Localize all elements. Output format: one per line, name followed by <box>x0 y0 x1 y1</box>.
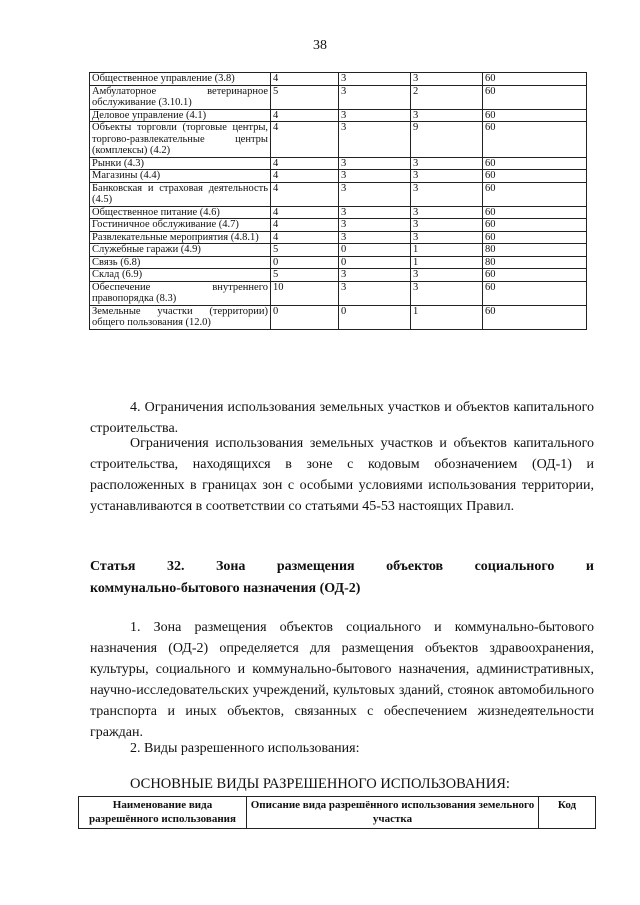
article-word: размещения <box>276 559 355 574</box>
value-cell: 3 <box>339 122 411 158</box>
value-cell: 3 <box>339 281 411 305</box>
value-cell: 4 <box>271 206 339 219</box>
value-cell: 60 <box>483 170 587 183</box>
value-cell: 4 <box>271 170 339 183</box>
table-row <box>90 305 587 329</box>
value-cell: 3 <box>339 73 411 86</box>
article-word: Статья <box>90 559 136 574</box>
value-cell: 5 <box>271 244 339 257</box>
article-heading-line2: коммунально-бытового назначения (ОД-2) <box>90 581 361 596</box>
use-name-cell: Обеспечение внутреннего правопорядка (8.3) <box>90 281 271 305</box>
value-cell: 80 <box>483 256 587 269</box>
value-cell: 0 <box>339 256 411 269</box>
value-cell: 3 <box>339 269 411 282</box>
value-cell: 3 <box>411 73 483 86</box>
value-cell: 60 <box>483 73 587 86</box>
use-name-cell: Гостиничное обслуживание (4.7) <box>90 219 271 232</box>
value-cell: 3 <box>339 170 411 183</box>
value-cell: 4 <box>271 219 339 232</box>
table-row <box>90 170 587 183</box>
section-subtitle: ОСНОВНЫЕ ВИДЫ РАЗРЕШЕННОГО ИСПОЛЬЗОВАНИЯ: <box>130 776 510 792</box>
table-row <box>90 182 587 206</box>
article-heading-line1 <box>90 556 594 578</box>
article-heading <box>90 556 594 600</box>
value-cell: 4 <box>271 109 339 122</box>
value-cell: 60 <box>483 305 587 329</box>
value-cell: 2 <box>411 85 483 109</box>
value-cell: 3 <box>411 269 483 282</box>
value-cell: 0 <box>339 244 411 257</box>
table-row <box>90 85 587 109</box>
value-cell: 60 <box>483 269 587 282</box>
use-name-cell: Земельные участки (территории) общего пользования (12.0) <box>90 305 271 329</box>
value-cell: 3 <box>411 157 483 170</box>
value-cell: 0 <box>339 305 411 329</box>
value-cell: 60 <box>483 231 587 244</box>
permitted-use-table <box>78 796 596 829</box>
table-header-row <box>79 797 596 829</box>
value-cell: 60 <box>483 85 587 109</box>
value-cell: 3 <box>411 281 483 305</box>
value-cell: 5 <box>271 85 339 109</box>
page-number: 38 <box>313 38 327 53</box>
value-cell: 80 <box>483 244 587 257</box>
value-cell: 3 <box>411 182 483 206</box>
value-cell: 10 <box>271 281 339 305</box>
use-name-cell: Общественное управление (3.8) <box>90 73 271 86</box>
header-code: Код <box>539 797 596 829</box>
value-cell: 0 <box>271 256 339 269</box>
table-row <box>90 157 587 170</box>
table-row <box>90 244 587 257</box>
use-name-cell: Связь (6.8) <box>90 256 271 269</box>
value-cell: 4 <box>271 73 339 86</box>
value-cell: 3 <box>339 219 411 232</box>
value-cell: 60 <box>483 157 587 170</box>
value-cell: 60 <box>483 281 587 305</box>
use-name-cell: Служебные гаражи (4.9) <box>90 244 271 257</box>
table-row <box>90 219 587 232</box>
use-name-cell: Развлекательные мероприятия (4.8.1) <box>90 231 271 244</box>
value-cell: 5 <box>271 269 339 282</box>
value-cell: 4 <box>271 231 339 244</box>
value-cell: 3 <box>339 109 411 122</box>
use-name-cell: Склад (6.9) <box>90 269 271 282</box>
table-row <box>90 109 587 122</box>
use-name-cell: Рынки (4.3) <box>90 157 271 170</box>
article-word: объектов <box>386 559 444 574</box>
table-row <box>90 269 587 282</box>
header-use-description: Описание вида разрешённого использования земельного участка <box>247 797 539 829</box>
article-word: Зона <box>215 559 246 574</box>
value-cell: 1 <box>411 244 483 257</box>
value-cell: 60 <box>483 182 587 206</box>
zone-parameters-table <box>89 72 587 330</box>
value-cell: 60 <box>483 219 587 232</box>
paragraph-1: 1. Зона размещения объектов социального и коммунально-бытового назначения (ОД-2) определяется для размещения объектов здравоохранения, культуры, социального и коммунально-бытового назначения, административных, научно-исследовательских учреждений, культовых зданий, стоянок автомобильного транспорта и иных объектов, связанных с обеспечением жизнедеятельности граждан. <box>90 620 594 740</box>
value-cell: 60 <box>483 206 587 219</box>
value-cell: 3 <box>411 219 483 232</box>
use-name-cell: Банковская и страховая деятельность (4.5) <box>90 182 271 206</box>
paragraph-2: 2. Виды разрешенного использования: <box>130 741 360 756</box>
value-cell: 4 <box>271 182 339 206</box>
value-cell: 3 <box>339 182 411 206</box>
use-name-cell: Объекты торговли (торговые центры, торгово-развлекательные центры (комплексы) (4.2) <box>90 122 271 158</box>
table-row <box>90 206 587 219</box>
table-row <box>90 231 587 244</box>
value-cell: 1 <box>411 305 483 329</box>
value-cell: 60 <box>483 122 587 158</box>
value-cell: 3 <box>411 206 483 219</box>
value-cell: 3 <box>339 206 411 219</box>
table-row <box>90 73 587 86</box>
value-cell: 1 <box>411 256 483 269</box>
value-cell: 4 <box>271 122 339 158</box>
value-cell: 0 <box>271 305 339 329</box>
paragraph-4: 4. Ограничения использования земельных участков и объектов капитального строительства. <box>90 400 594 436</box>
value-cell: 3 <box>339 85 411 109</box>
value-cell: 3 <box>411 231 483 244</box>
value-cell: 9 <box>411 122 483 158</box>
paragraph-restrictions: Ограничения использования земельных участков и объектов капитального строительства, находящихся в зоне с кодовым обозначением (ОД-1) и расположенных в границах зон с особыми условиями использования территории, устанавливаются в соответствии со статьями 45-53 настоящих Правил. <box>90 436 594 514</box>
value-cell: 3 <box>411 109 483 122</box>
value-cell: 4 <box>271 157 339 170</box>
table-row <box>90 256 587 269</box>
table-row <box>90 281 587 305</box>
use-name-cell: Магазины (4.4) <box>90 170 271 183</box>
value-cell: 3 <box>411 170 483 183</box>
article-word: 32. <box>166 559 185 574</box>
header-use-name: Наименование вида разрешённого использования <box>79 797 247 829</box>
article-word: социального <box>474 559 555 574</box>
use-name-cell: Общественное питание (4.6) <box>90 206 271 219</box>
value-cell: 60 <box>483 109 587 122</box>
use-name-cell: Деловое управление (4.1) <box>90 109 271 122</box>
article-word: и <box>585 559 594 574</box>
table-row <box>90 122 587 158</box>
use-name-cell: Амбулаторное ветеринарное обслуживание (3.10.1) <box>90 85 271 109</box>
value-cell: 3 <box>339 231 411 244</box>
value-cell: 3 <box>339 157 411 170</box>
